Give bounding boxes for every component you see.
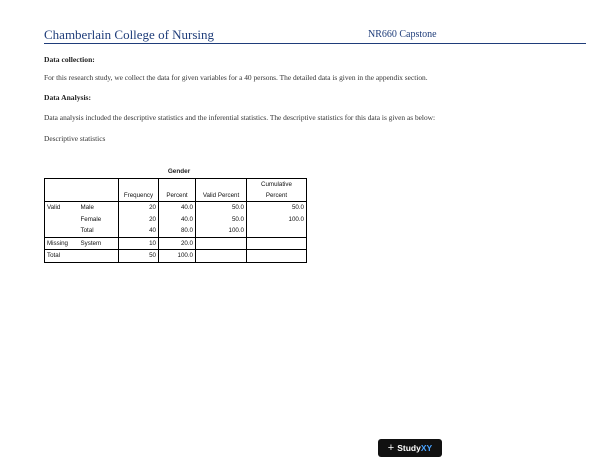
row-percent: 100.0 bbox=[159, 250, 196, 263]
row-percent: 80.0 bbox=[159, 225, 196, 237]
row-cumulative: 100.0 bbox=[247, 214, 307, 226]
course-name: NR660 Capstone bbox=[368, 29, 437, 40]
row-cumulative bbox=[247, 225, 307, 237]
header-cumulative-percent: Percent bbox=[247, 190, 307, 202]
data-analysis-text: Data analysis included the descriptive statistics and the inferential statistics. The descriptive statistics for this data is given as below: bbox=[44, 113, 436, 122]
table-row bbox=[45, 214, 307, 226]
data-analysis-heading: Data Analysis: bbox=[44, 93, 92, 102]
row-label: Male bbox=[79, 202, 119, 214]
row-group bbox=[45, 225, 79, 237]
row-valid-percent: 50.0 bbox=[196, 202, 247, 214]
row-cumulative bbox=[247, 250, 307, 263]
data-collection-text: For this research study, we collect the data for given variables for a 40 persons. The detailed data is given in the appendix section. bbox=[44, 73, 428, 82]
row-group: Valid bbox=[45, 202, 79, 214]
row-group: Missing bbox=[45, 237, 79, 250]
row-cumulative: 50.0 bbox=[247, 202, 307, 214]
row-group: Total bbox=[45, 250, 79, 263]
header-blank-cell bbox=[45, 179, 119, 202]
row-label: System bbox=[79, 237, 119, 250]
data-collection-heading: Data collection: bbox=[44, 55, 95, 64]
table-row bbox=[45, 225, 307, 237]
studyxy-logo bbox=[378, 439, 442, 457]
row-valid-percent bbox=[196, 250, 247, 263]
row-cumulative bbox=[247, 237, 307, 250]
row-valid-percent bbox=[196, 237, 247, 250]
table-header-row bbox=[45, 179, 307, 191]
table-row bbox=[45, 237, 307, 250]
header-frequency: Frequency bbox=[119, 190, 159, 202]
plus-icon: + bbox=[387, 441, 395, 454]
row-frequency: 50 bbox=[119, 250, 159, 263]
row-label bbox=[79, 250, 119, 263]
page-header bbox=[44, 26, 586, 44]
row-label: Total bbox=[80, 227, 94, 235]
row-valid-percent: 100.0 bbox=[196, 225, 247, 237]
row-label: Female bbox=[80, 215, 102, 223]
gender-frequency-table bbox=[44, 178, 307, 263]
descriptive-statistics-label: Descriptive statistics bbox=[44, 134, 106, 143]
logo-text: StudyXY bbox=[397, 443, 433, 453]
table-row bbox=[45, 250, 307, 263]
table-title: Gender bbox=[167, 168, 191, 175]
row-group bbox=[45, 214, 79, 226]
row-frequency: 20 bbox=[119, 202, 159, 214]
college-name: Chamberlain College of Nursing bbox=[44, 27, 215, 42]
row-frequency: 40 bbox=[119, 225, 159, 237]
row-percent: 20.0 bbox=[159, 237, 196, 250]
header-percent: Percent bbox=[159, 190, 196, 202]
row-frequency: 20 bbox=[119, 214, 159, 226]
row-valid-percent: 50.0 bbox=[196, 214, 247, 226]
header-valid-percent: Valid Percent bbox=[196, 190, 247, 202]
row-percent: 40.0 bbox=[159, 202, 196, 214]
table-row bbox=[45, 202, 307, 214]
row-percent: 40.0 bbox=[159, 214, 196, 226]
header-cumulative: Cumulative bbox=[247, 179, 307, 191]
row-frequency: 10 bbox=[119, 237, 159, 250]
